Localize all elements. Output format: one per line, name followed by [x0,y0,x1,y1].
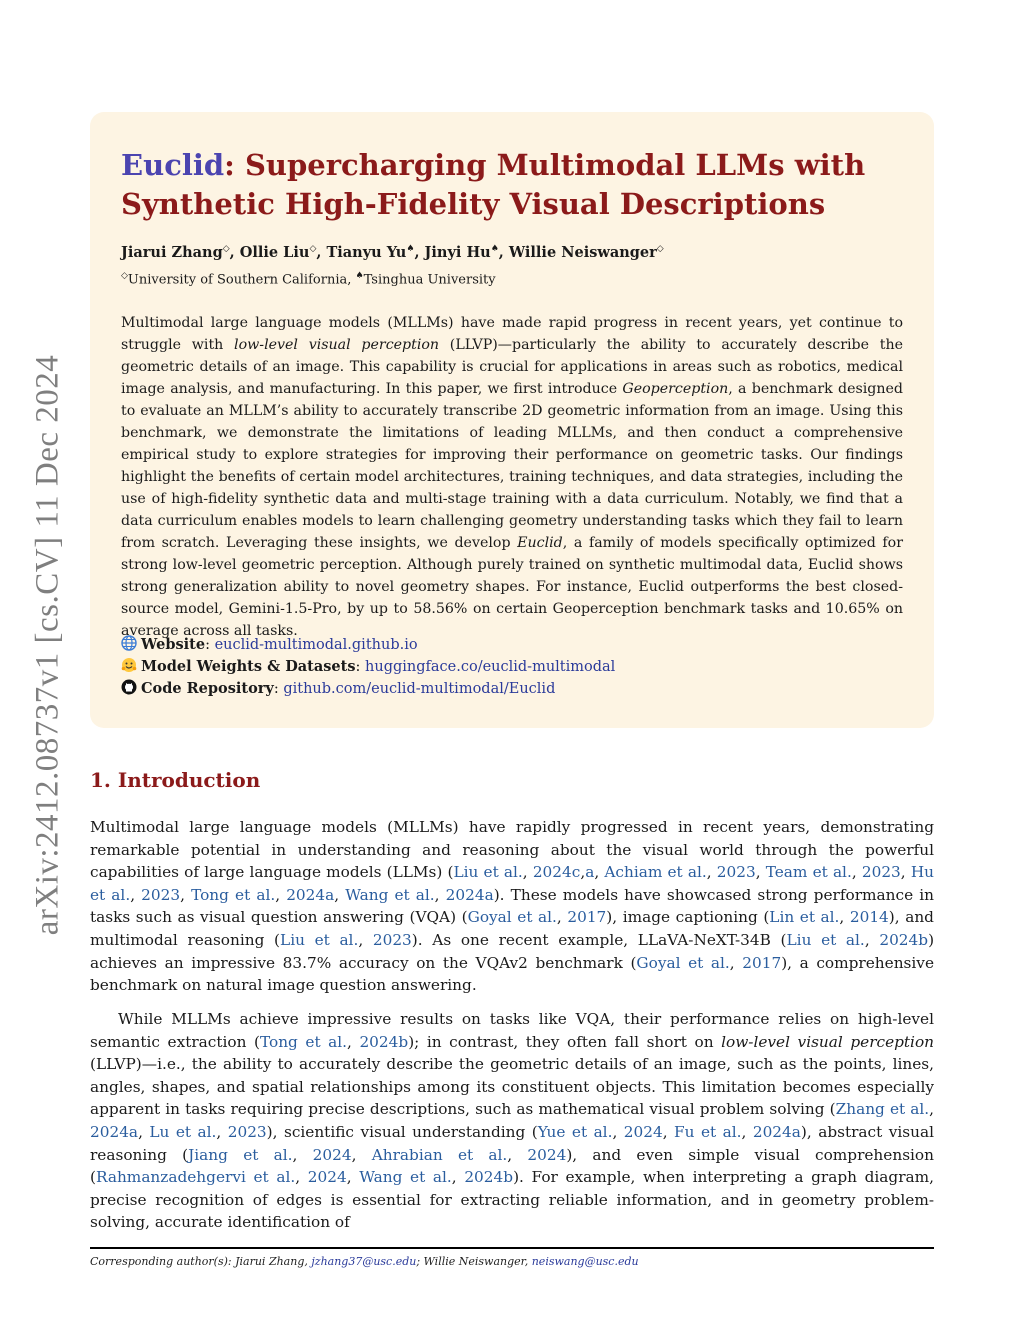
text-run: , [351,1145,372,1164]
text-run: ) achieves an impressive 83.7% accuracy on the VQAv2 benchmark ( [90,930,935,972]
citation-link[interactable]: 2023 [141,885,181,904]
citation-link[interactable]: 2024 [623,1122,663,1141]
text-run: , [138,1122,150,1141]
code-row: Code Repository: github.com/euclid-multimodal/Euclid [121,678,615,700]
citation-link[interactable]: 2017 [742,953,782,972]
citation-link[interactable]: Liu et al. [786,930,865,949]
text-run: (LLVP)—i.e., the ability to accurately describe the geometric details of an image, such as the points, lines, angles, shapes, and spatial relationships among its constituent objects. This limitation becomes especially apparent in tasks requiring precise descriptions, such as mathematical visual problem solving ( [90,1055,934,1119]
text-run: , [929,1100,934,1119]
text-run: , [839,908,850,927]
author: Jinyi Hu♠, [424,244,509,261]
citation-link[interactable]: 2024c [532,863,581,882]
text-run: , [851,863,862,882]
hugging-face-icon [121,657,137,673]
text-run: , [662,1122,675,1141]
github-icon [121,679,137,695]
intro-paragraph-2 [90,1008,934,1234]
text-run: ). These models have showcased strong performance in tasks such as visual question answering (VQA) ( [90,885,934,927]
citation-link[interactable]: 2024a [286,885,335,904]
text-run: , [612,1122,624,1141]
citation-link[interactable]: 2024b [464,1168,514,1187]
citation-link[interactable]: 2023 [227,1122,267,1141]
text-run: , [741,1122,753,1141]
text-run: , [900,863,911,882]
text-run: , [755,863,766,882]
citation-link[interactable]: Wang et al. [359,1168,452,1187]
citation-link[interactable]: Liu et al. [453,863,523,882]
text-run: , [275,885,287,904]
citation-link[interactable]: 2024a [445,885,494,904]
text-run: ). As one recent example, LLaVA-NeXT-34B ( [411,930,787,949]
text-run: ), abstract visual reasoning ( [90,1122,934,1164]
author: Tianyu Yu♠, [326,244,425,261]
text-run: ), and multimodal reasoning ( [90,908,934,949]
text-run: ), scientific visual understanding ( [266,1122,538,1141]
text-run: , [580,863,586,882]
citation-link[interactable]: 2024b [879,930,929,949]
paper-title [121,146,921,224]
text-run: , [451,1168,465,1187]
citation-link[interactable]: 2023 [372,930,412,949]
text-run: , [507,1145,528,1164]
citation-link[interactable]: 2017 [567,908,607,927]
text-run: , [216,1122,228,1141]
citation-link[interactable]: Team et al. [765,863,852,882]
citation-link[interactable]: Goyal et al. [636,953,730,972]
text-run: , [434,885,446,904]
citation-link[interactable]: Goyal et al. [467,908,557,927]
citation-link[interactable]: 2024 [527,1145,567,1164]
citation-link[interactable]: 2014 [849,908,889,927]
email-link[interactable]: jzhang37@usc.edu [311,1255,417,1268]
weights-row: Model Weights & Datasets: huggingface.co/euclid-multimodal [121,656,615,678]
citation-link[interactable]: 2023 [716,863,756,882]
citation-link[interactable]: 2024a [90,1122,139,1141]
citation-link[interactable]: 2023 [861,863,901,882]
abstract-text: Multimodal large language models (MLLMs) have made rapid progress in recent years, yet continue to struggle with low-level visual perception (LLVP)—particularly the ability to accurately describe the geometric details of an image. This capability is crucial for applications in areas such as robotics, medical image analysis, and manufacturing. In this paper, we first introduce Geoperception, a benchmark designed to evaluate an MLLM’s ability to accurately transcribe 2D geometric information from an image. Using this benchmark, we demonstrate the limitations of leading MLLMs, and then conduct a comprehensive empirical study to explore strategies for improving their performance on geometric tasks. Our findings highlight the benefits of certain model architectures, training techniques, and data strategies, including the use of high-fidelity synthetic data and multi-stage training with a data curriculum. Notably, we find that a data curriculum enables models to learn challenging geometry understanding tasks which they fail to learn from scratch. Leveraging these insights, we develop Euclid, a family of models specifically optimized for strong low-level geometric perception. Although purely trained on synthetic multimodal data, Euclid shows strong generalization ability to novel geometry shapes. For instance, Euclid outperforms the best closed-source model, Gemini-1.5-Pro, by up to 58.56% on certain Geoperception benchmark tasks and 10.65% on average across all tasks. [121,315,903,639]
affiliations: ◇University of Southern California, ♠Tsinghua University [121,271,496,288]
citation-link[interactable]: Yue et al. [537,1122,613,1141]
text-run: , [706,863,717,882]
title-brand: Euclid [121,148,225,182]
author: Ollie Liu◇, [239,244,327,261]
citation-link[interactable]: Liu et al. [280,930,359,949]
globe-icon [121,635,137,651]
citation-link[interactable]: Rahmanzadehgervi et al. [95,1168,296,1187]
author-list [121,244,664,261]
citation-link[interactable]: Hu et al. [90,863,935,904]
arxiv-sidebar-stamp: arXiv:2412.08737v1 [cs.CV] 11 Dec 2024 [29,354,66,936]
emphasis: low-level visual perception [721,1032,935,1051]
citation-link[interactable]: Wang et al. [345,885,435,904]
text-run: ). For example, when interpreting a graph diagram, precise recognition of edges is essential for extracting reliable information, and in geometry problem-solving, accurate identification of [90,1168,935,1232]
citation-link[interactable]: a [585,863,595,882]
text-run: ), a comprehensive benchmark on natural image question answering. [90,953,934,995]
weights-link[interactable]: huggingface.co/euclid-multimodal [365,659,616,675]
text-run: ); in contrast, they often fall short on [408,1032,722,1051]
text-run: , [334,885,346,904]
text-run: , [295,1168,308,1187]
section-heading: 1. Introduction [90,768,261,792]
text-run: , [347,1032,360,1051]
citation-link[interactable]: 2024 [312,1145,352,1164]
citation-link[interactable]: Tong et al. [191,885,276,904]
author: Jiarui Zhang◇, [121,244,240,261]
email-link[interactable]: neiswang@usc.edu [531,1255,639,1268]
intro-paragraph-1 [90,816,934,997]
text-run: , [556,908,568,927]
code-link[interactable]: github.com/euclid-multimodal/Euclid [283,681,556,697]
citation-link[interactable]: Zhang et al. [835,1100,930,1119]
citation-link[interactable]: Lu et al. [149,1122,217,1141]
text-run: , [346,1168,360,1187]
author: Willie Neiswanger◇ [508,244,664,261]
text-run: ), image captioning ( [606,908,770,927]
citation-link[interactable]: Achiam et al. [604,863,707,882]
resource-links [121,634,615,700]
text-run: , [594,863,605,882]
citation-link[interactable]: Ahrabian et al. [371,1145,508,1164]
text-run: Multimodal large language models (MLLMs) have rapidly progressed in recent years, demonstrating remarkable potential in understanding and reasoning about the visual world through the powerful capabilities of large language models (LLMs) ( [90,818,934,882]
text-run: While MLLMs achieve impressive results on tasks like VQA, their performance relies on high-level semantic extraction ( [90,1010,934,1051]
citation-link[interactable]: Fu et al. [674,1122,742,1141]
title-rest: : Supercharging Multimodal LLMs with Synthetic High-Fidelity Visual Descriptions [121,148,866,221]
text-run: , [292,1145,313,1164]
citation-link[interactable]: Tong et al. [259,1032,348,1051]
text-run: , [729,953,743,972]
citation-link[interactable]: Lin et al. [769,908,840,927]
footnote-rule [90,1247,934,1249]
citation-link[interactable]: 2024b [359,1032,409,1051]
citation-link[interactable]: 2024a [752,1122,801,1141]
text-run: , [180,885,192,904]
text-run: , [358,930,373,949]
text-run: , [130,885,142,904]
text-run: , [864,930,880,949]
website-row: Website: euclid-multimodal.github.io [121,634,615,656]
footnote: Corresponding author(s): Jiarui Zhang, jzhang37@usc.edu; Willie Neiswanger, neiswang@usc.edu [90,1255,639,1268]
citation-link[interactable]: 2024 [307,1168,347,1187]
citation-link[interactable]: Jiang et al. [188,1145,293,1164]
text-run: ), and even simple visual comprehension ( [90,1145,934,1187]
text-run: , [522,863,533,882]
website-link[interactable]: euclid-multimodal.github.io [214,637,418,653]
